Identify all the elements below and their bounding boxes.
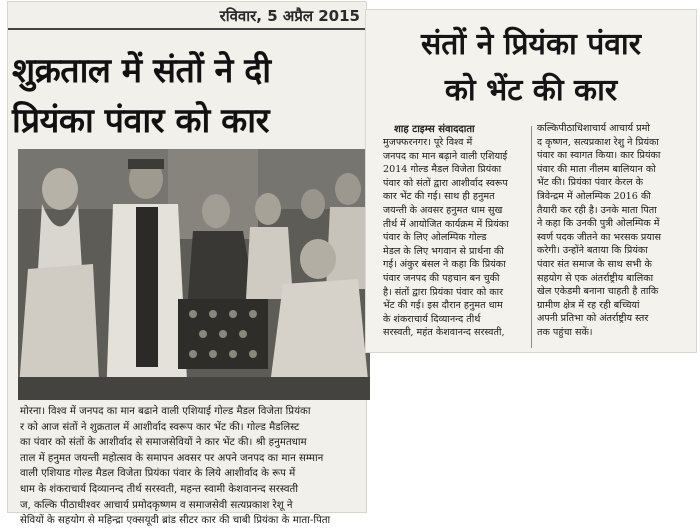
- column-line: सहयोग से एक अंतर्राष्ट्रीय बालिका: [537, 272, 654, 284]
- left-headline-line: प्रियंका पंवार को कार: [12, 101, 269, 141]
- column-line: जनपद का मान बढ़ाने वाली एशियाई: [383, 150, 508, 162]
- left-headline-line: शुक्रताल में संतों ने दी: [12, 51, 271, 91]
- column-line: सरस्वती, महंत केशवानन्द सरस्वती,: [383, 327, 505, 339]
- dateline: रविवार, 5 अप्रैल 2015: [219, 7, 360, 25]
- column-line: के शंकराचार्य दिव्यानन्द तीर्थ: [383, 313, 481, 325]
- column-line: मेडल के लिए भगवान से प्रार्थना की: [383, 245, 504, 257]
- column-line: पंवार जनपद की पहचान बन चुकी: [383, 272, 500, 284]
- dateline-rule: [8, 28, 366, 30]
- article-line: सेवियों के सहयोग से महिन्द्रा एक्सयूवी ब्रांड सीटर कार की चाबी प्रियंका के माता-पिता: [20, 515, 331, 527]
- news-photo-illustration: [18, 149, 370, 400]
- left-headline: [12, 46, 372, 146]
- article-line: ज, कल्कि पीठाधीश्वर आचार्य प्रमोदकृष्णम व समाजसेवी सत्यप्रकाश रेशू ने: [20, 499, 293, 511]
- column-line: 2014 गोल्ड मैडल विजेता प्रियंका: [383, 164, 502, 176]
- column-line: पंवार के लिए ओलम्पिक गोल्ड: [383, 232, 487, 244]
- column-line: कार भेंट की गई। साथ ही हनुमत: [383, 191, 495, 203]
- right-newspaper-clipping: [366, 10, 696, 352]
- article-line: वाली एशियाड गोल्ड मैडल विजेता प्रियंका पंवार के लिये आशीर्वाद के रूप में: [20, 468, 296, 480]
- right-headline: [366, 22, 696, 114]
- column-line: तक पहुंचा सकें।: [537, 326, 593, 338]
- column-line: पंवार का स्वागत किया। कार प्रियंका: [537, 150, 661, 162]
- news-photo: [18, 149, 370, 400]
- column-line: खेल एकेडमी बनाना चाहती है ताकि: [537, 286, 659, 298]
- column-line: पंवार को संतों द्वारा आशीर्वाद स्वरूप: [383, 177, 508, 189]
- left-newspaper-clipping: [8, 2, 366, 527]
- column-line: गई। अंकुर बंसल ने कहा कि प्रियंका: [383, 259, 506, 271]
- column-line: पंवार संत समाज के साथ सभी के: [537, 258, 652, 270]
- column-line: तैयारी कर रही है। उनके माता पिता: [537, 204, 657, 216]
- column-line: है। संतों द्वारा प्रियंका पंवार को कार: [383, 286, 504, 298]
- column-line: स्वर्ण पदक जीतने का भरसक प्रयास: [537, 231, 661, 243]
- article-line: ताल में हनुमत जयन्ती महोत्सव के समापन अवसर पर अपने जनपद का मान सम्मान: [20, 452, 324, 464]
- byline: शाह टाइम्स संवाददाता: [394, 124, 475, 135]
- article-column-1: [383, 136, 533, 340]
- column-line: अपनी प्रतिभा को अंतर्राष्ट्रीय स्तर: [537, 313, 649, 325]
- column-line: द कृष्णन, सत्यप्रकाश रेशु ने प्रियंका: [537, 136, 659, 148]
- column-line: मुजफ्फरनगर। पूरे विश्व में: [383, 137, 473, 148]
- article-line: धाम के शंकराचार्य दिव्यानन्द तीर्थ सरस्वती, महन्त स्वामी केशवानन्द सरस्वती: [20, 483, 298, 495]
- left-article-body: [20, 404, 368, 529]
- column-divider: [531, 126, 532, 348]
- right-headline-line: संतों ने प्रियंका पंवार: [421, 27, 641, 62]
- column-line: भेंट की गई। इस दौरान हनुमत धाम: [383, 300, 503, 312]
- article-line: र को आज संतों ने शुक्रताल में आशीर्वाद स्वरूप कार भेंट की। गोल्ड मैडलिस्ट: [20, 421, 300, 433]
- column-line: कल्किपीठाधिशाचार्य आचार्य प्रमो: [537, 123, 650, 134]
- right-headline-line: को भेंट की कार: [444, 73, 618, 108]
- column-line: ने कहा कि उनकी पुत्री ओलम्पिक में: [537, 218, 660, 230]
- article-column-2: [537, 122, 687, 340]
- column-line: तीर्थ में आयोजित कार्यक्रम में प्रियंका: [383, 218, 509, 230]
- column-line: करेगी। उन्होंने बताया कि प्रियंका: [537, 245, 648, 257]
- column-line: पंवार की माता नीलम बालियान को: [537, 163, 656, 175]
- article-line: मोरना। विश्व में जनपद का मान बढाने वाली एशियाई गोल्ड मैडल विजेता प्रियंका: [20, 406, 311, 417]
- column-line: जयन्ती के अवसर हनुमत धाम सुख: [383, 204, 503, 216]
- column-line: ग्रामीण क्षेत्र में रह रही बच्चियां: [537, 299, 640, 311]
- article-line: का पंवार को संतों के आशीर्वाद से समाजसेवियों ने कार भेंट की। श्री हनुमतधाम: [20, 437, 307, 449]
- column-line: भेंट की। प्रियंका पंवार केरल के: [537, 177, 644, 189]
- column-line: त्रिवेन्द्रम में ओलम्पिक 2016 की: [537, 190, 651, 202]
